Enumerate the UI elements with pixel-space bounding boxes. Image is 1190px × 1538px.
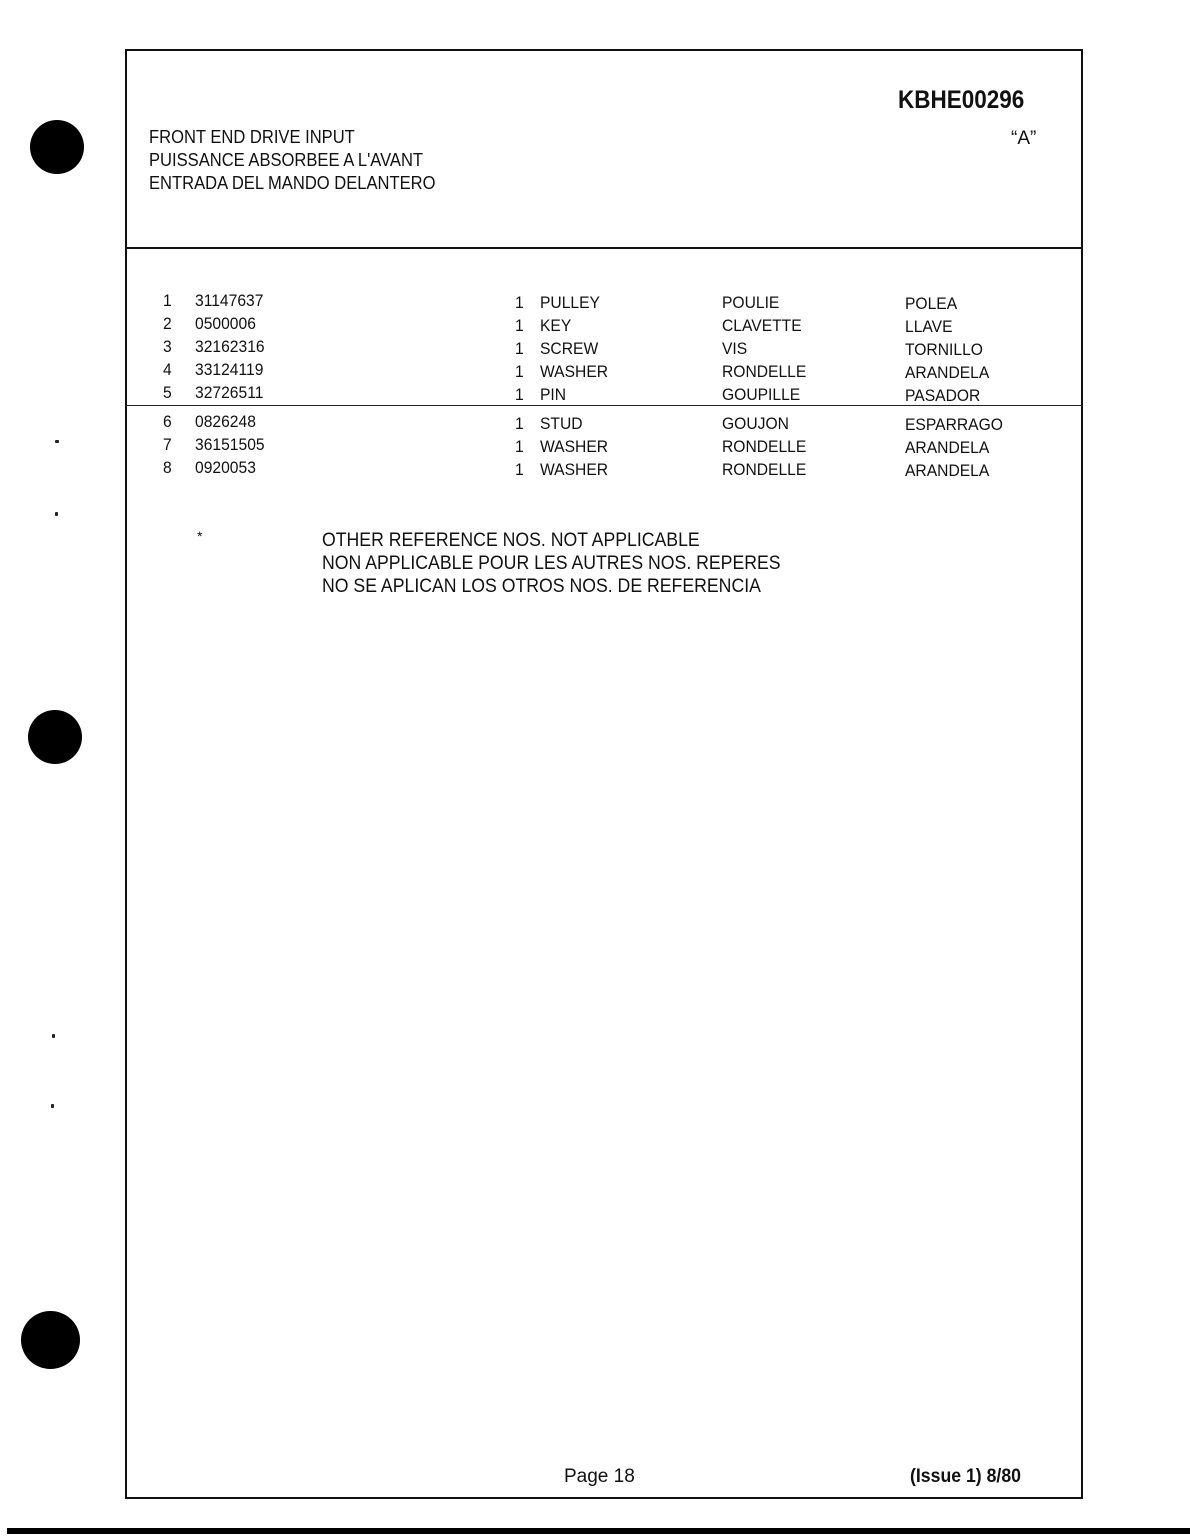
description-en: STUD <box>540 414 583 433</box>
page-frame <box>125 49 1083 1499</box>
part-number: 32726511 <box>195 383 264 402</box>
ref-number: 8 <box>163 458 172 477</box>
issue-date: (Issue 1) 8/80 <box>910 1466 1021 1487</box>
table-row <box>0 456 1190 479</box>
page-number: Page 18 <box>564 1466 635 1487</box>
part-number: 0826248 <box>195 412 256 431</box>
punch-hole-middle <box>28 710 82 764</box>
ref-number: 2 <box>163 314 172 333</box>
description-fr: GOUPILLE <box>722 385 801 404</box>
document-id: KBHE00296 <box>898 86 1025 114</box>
description-fr: RONDELLE <box>722 362 807 381</box>
description-es: ARANDELA <box>905 461 990 480</box>
ref-number: 6 <box>163 412 172 431</box>
scan-speck <box>52 1034 55 1038</box>
description-fr: CLAVETTE <box>722 316 802 335</box>
part-number: 36151505 <box>195 435 265 454</box>
quantity: 1 <box>515 460 524 479</box>
description-es: TORNILLO <box>905 340 983 359</box>
description-es: POLEA <box>905 294 958 313</box>
scan-edge-bar <box>7 1528 1190 1534</box>
description-en: PULLEY <box>540 293 600 312</box>
description-en: WASHER <box>540 460 609 479</box>
sheet-label: “A” <box>1011 128 1037 149</box>
description-es: PASADOR <box>905 386 981 405</box>
note-english: OTHER REFERENCE NOS. NOT APPLICABLE <box>322 530 700 551</box>
title-french: PUISSANCE ABSORBEE A L'AVANT <box>149 150 424 170</box>
table-row <box>0 410 1190 433</box>
quantity: 1 <box>515 414 524 433</box>
title-spanish: ENTRADA DEL MANDO DELANTERO <box>149 173 436 193</box>
description-fr: POULIE <box>722 293 780 312</box>
description-en: KEY <box>540 316 572 335</box>
scan-speck <box>51 1104 54 1108</box>
description-es: ARANDELA <box>905 363 990 382</box>
part-number: 0500006 <box>195 314 256 333</box>
ref-number: 7 <box>163 435 172 454</box>
quantity: 1 <box>515 437 524 456</box>
punch-hole-bottom <box>21 1311 80 1369</box>
header-divider <box>125 247 1083 249</box>
quantity: 1 <box>515 316 524 335</box>
table-row <box>0 381 1190 404</box>
ref-number: 3 <box>163 337 172 356</box>
punch-hole-top <box>30 120 84 174</box>
quantity: 1 <box>515 385 524 404</box>
title-english: FRONT END DRIVE INPUT <box>149 127 355 147</box>
note-french: NON APPLICABLE POUR LES AUTRES NOS. REPERES <box>322 553 781 574</box>
description-fr: RONDELLE <box>722 460 807 479</box>
table-row <box>0 358 1190 381</box>
part-number: 0920053 <box>195 458 256 477</box>
quantity: 1 <box>515 339 524 358</box>
part-number: 32162316 <box>195 337 265 356</box>
ref-number: 1 <box>163 291 172 310</box>
part-number: 31147637 <box>195 291 264 310</box>
description-fr: GOUJON <box>722 414 789 433</box>
description-fr: VIS <box>722 339 748 358</box>
table-row <box>0 335 1190 358</box>
description-es: ARANDELA <box>905 438 990 457</box>
note-asterisk: * <box>197 528 203 544</box>
description-es: LLAVE <box>905 317 953 336</box>
part-number: 33124119 <box>195 360 264 379</box>
quantity: 1 <box>515 293 524 312</box>
table-row <box>0 312 1190 335</box>
scan-speck <box>55 512 58 516</box>
quantity: 1 <box>515 362 524 381</box>
description-fr: RONDELLE <box>722 437 807 456</box>
description-es: ESPARRAGO <box>905 415 1003 434</box>
ref-number: 5 <box>163 383 172 402</box>
note-spanish: NO SE APLICAN LOS OTROS NOS. DE REFERENCIA <box>322 576 761 597</box>
description-en: WASHER <box>540 362 609 381</box>
table-row <box>0 433 1190 456</box>
table-row <box>0 289 1190 312</box>
description-en: PIN <box>540 385 567 404</box>
description-en: SCREW <box>540 339 599 358</box>
ref-number: 4 <box>163 360 172 379</box>
description-en: WASHER <box>540 437 609 456</box>
